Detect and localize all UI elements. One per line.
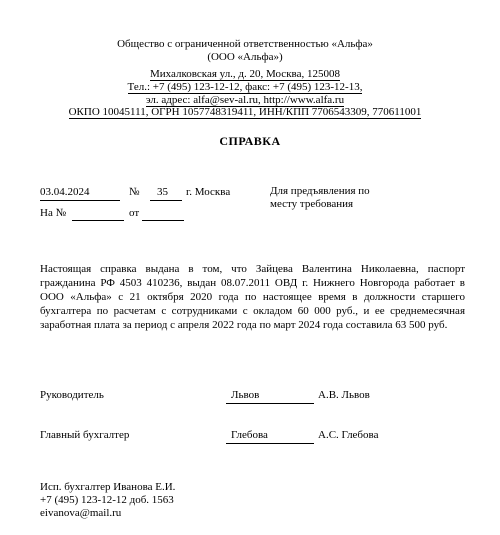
purpose-note: Для предъявления по месту требования (270, 185, 370, 210)
from-underline (142, 220, 184, 221)
executor-name: Исп. бухгалтер Иванова Е.И. (40, 481, 176, 493)
head-role: Руководитель (40, 389, 104, 401)
document-date: 03.04.2024 (40, 186, 90, 198)
document-number: 35 (157, 186, 168, 198)
chief-accountant-signature-line (226, 443, 314, 444)
head-name: А.В. Львов (318, 389, 370, 401)
org-address: Михалковская ул., д. 20, Москва, 125008 (150, 68, 340, 80)
org-phone-fax: Тел.: +7 (495) 123-12-12, факс: +7 (495) 123-12-13, (127, 81, 363, 93)
document-title: СПРАВКА (219, 134, 281, 148)
number-label: № (129, 186, 140, 198)
on-number-label: На № (40, 207, 67, 219)
number-underline (150, 200, 182, 201)
on-number-underline (72, 220, 124, 221)
org-full-name: Общество с ограниченной ответственностью «Альфа» (117, 38, 373, 50)
chief-accountant-role: Главный бухгалтер (40, 429, 130, 441)
certificate-body: Настоящая справка выдана в том, что Зайцева Валентина Николаевна, паспорт гражданина РФ 4503 410236, выдан 08.07.2011 ОВД г. Нижнего Новгорода работает в ООО «Альфа» с 21 октября 2020 года по настоящее время в должности старшего бухгалтера по расчетам с сотрудниками с окладом 60 000 руб., и ее среднемесячная заработная плата за период с апреля 2022 года по март 2024 года составила 63 500 руб. (40, 263, 465, 331)
org-registration-codes: ОКПО 10045111, ОГРН 1057748319411, ИНН/КПП 7706543309, 770611001 (68, 106, 422, 118)
org-email-web: эл. адрес: alfa@sev-al.ru, http://www.alfa.ru (145, 94, 345, 106)
chief-accountant-signature: Глебова (231, 429, 268, 441)
chief-accountant-name: А.С. Глебова (318, 429, 379, 441)
from-label: от (129, 207, 140, 219)
executor-email: eivanova@mail.ru (40, 507, 122, 519)
executor-phone: +7 (495) 123-12-12 доб. 1563 (40, 494, 174, 506)
date-underline (40, 200, 120, 201)
document-city: г. Москва (186, 186, 231, 198)
head-signature: Львов (231, 389, 260, 401)
head-signature-line (226, 403, 314, 404)
org-short-name: (ООО «Альфа») (207, 51, 283, 63)
